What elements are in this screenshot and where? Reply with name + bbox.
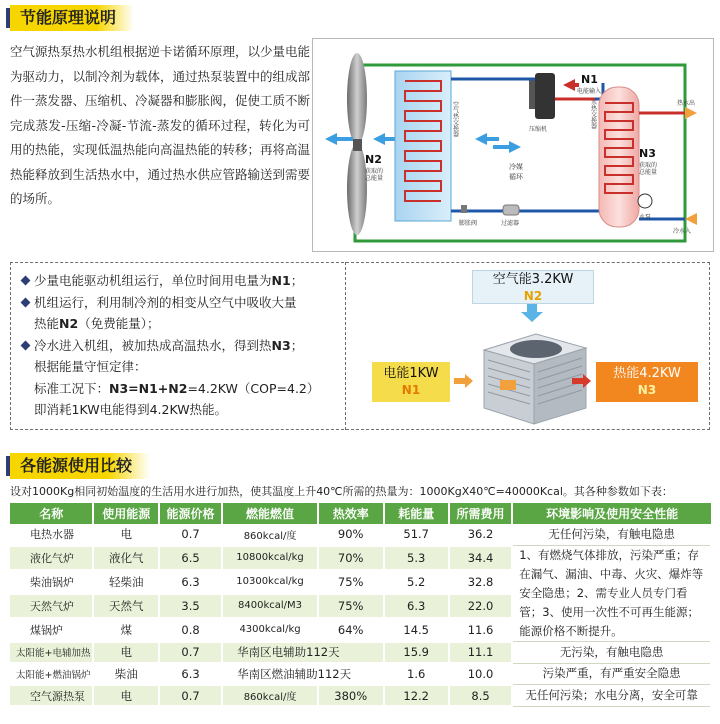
col-header: 能源价格 — [159, 503, 222, 524]
col-header: 所需费用 — [449, 503, 512, 524]
bullet-icon — [21, 276, 31, 286]
table-row: 天然气炉 天然气 3.5 8400kcal/M3 75% 6.3 22.0 — [10, 594, 711, 618]
filter-icon — [503, 205, 519, 215]
point-3: 冷水进入机组，被加热成高温热水，得到热N3； — [22, 335, 342, 357]
fan-icon — [347, 53, 367, 235]
air-hx-label: 空气热交换器 — [451, 101, 459, 137]
refrigerant-label1: 冷媒 — [509, 163, 523, 171]
col-header: 名称 — [10, 503, 93, 524]
col-header: 使用能源 — [93, 503, 158, 524]
section-header-principle — [0, 4, 330, 32]
env-note: 1、有燃烧气体排放，污染严重；存在漏气、漏油、中毒、火灾、爆炸等安全隐患；2、需专业人员专门看管；3、使用一次性不可再生能源；能源价格不断提升。 — [512, 546, 711, 642]
col-header: 环境影响及使用安全性能 — [512, 503, 711, 524]
pump-icon — [638, 194, 652, 208]
diagram-svg — [313, 39, 713, 251]
right-arrow-icon — [572, 374, 592, 388]
energy-comparison-table — [10, 503, 712, 707]
env-note: 无污染，有触电隐患 — [512, 642, 711, 664]
section-title: 节能原理说明 — [10, 5, 134, 31]
point-2-cont: 热能N2（免费能量）； — [34, 316, 160, 331]
col-header: 热效率 — [318, 503, 384, 524]
env-note: 污染严重，有严重安全隐患 — [512, 663, 711, 685]
hot-out-label: 热水出 — [677, 100, 696, 107]
col-header: 耗能量 — [384, 503, 449, 524]
box-divider — [345, 262, 346, 430]
table-intro: 设对1000Kg相同初始温度的生活用水进行加热，使其温度上升40℃所需的热量为：1000KgX40℃=40000Kcal。其各种参数如下表： — [10, 485, 673, 498]
cold-in-label: 冷水入 — [673, 228, 692, 235]
table-row: 液化气炉 液化气 6.5 10800kcal/kg 70% 5.3 34.4 1、有燃烧气体排放，污染严重；存在漏气、漏油、中毒、火灾、爆炸等安全隐患；2、需专业人员专门看管；3、使用一次性不可再生能源；能源价格不断提升。 — [10, 546, 711, 570]
right-arrow-icon — [454, 374, 474, 388]
bullet-icon — [21, 297, 31, 307]
water-hx-label: 水热交换器 — [589, 99, 597, 129]
section-header-comparison — [0, 452, 330, 480]
filter-label: 过滤器 — [501, 220, 520, 227]
electric-energy-box: 电能1KW N1 — [372, 362, 450, 402]
point-4: 根据能量守恒定律： — [34, 359, 147, 374]
heat-pump-diagram — [312, 38, 714, 252]
n1-desc: 电能输入 — [577, 88, 602, 95]
point-1: 少量电能驱动机组运行，单位时间用电量为N1； — [22, 270, 342, 292]
env-note: 无任何污染；水电分离，安全可靠 — [512, 685, 711, 707]
n2-label: N2 — [365, 153, 382, 166]
heat-energy-box: 热能4.2KW N3 — [596, 362, 698, 402]
table-row: 煤锅炉 煤 0.8 4300kcal/kg 64% 14.5 11.6 — [10, 618, 711, 642]
air-energy-box: 空气能3.2KW N2 — [472, 270, 594, 304]
pump-label: 水泵 — [639, 214, 652, 221]
col-header: 燃能燃值 — [222, 503, 318, 524]
intro-paragraph: 空气源热泵热水机组根据逆卡诺循环原理，以少量电能为驱动力，以制冷剂为载体，通过热泵装置中的组成部件一蒸发器、压缩机、冷凝器和膨胀阀，促使工质不断完成蒸发-压缩-冷凝-节流-蒸发的循环过程，转化为可用的热能，实现低温热能向高温热能的转移；再将高温热能释放到生活热水中，通过热水供应管路输送到需要的场所。 — [10, 44, 311, 206]
n3-desc2: 总能量 — [639, 169, 658, 176]
n1-label: N1 — [581, 73, 598, 86]
table-row: 太阳能+燃油锅炉 柴油 6.3 华南区燃油辅助112天 1.6 10.0 污染严重，有严重安全隐患 — [10, 663, 711, 685]
expansion-valve-icon — [461, 205, 467, 213]
table-row: 太阳能+电辅加热 电 0.7 华南区电辅助112天 15.9 11.1 无污染，有触电隐患 — [10, 642, 711, 664]
env-note: 无任何污染，有触电隐患 — [512, 524, 711, 546]
n2-desc2: 总能量 — [365, 175, 384, 182]
heat-pump-unit-image — [476, 320, 588, 426]
refrigerant-label2: 循环 — [509, 173, 523, 181]
n3-label: N3 — [639, 147, 656, 160]
table-header-row — [10, 503, 711, 524]
n3-desc1: 获取的 — [639, 162, 658, 169]
section-title: 各能源使用比较 — [10, 453, 150, 479]
point-6: 即消耗1KW电能得到4.2KW热能。 — [34, 402, 228, 417]
table-row: 柴油锅炉 轻柴油 6.3 10300kcal/kg 75% 5.2 32.8 — [10, 570, 711, 594]
point-2: 机组运行，利用制冷剂的相变从空气中吸收大量 — [22, 292, 342, 314]
n2-desc1: 获取的 — [365, 168, 384, 175]
principle-points — [22, 270, 342, 421]
table-row: 电热水器 电 0.7 860kcal/度 90% 51.7 36.2 无任何污染，有触电隐患 — [10, 524, 711, 546]
bullet-icon — [21, 340, 31, 350]
compressor-label: 压缩机 — [529, 126, 548, 133]
table-row: 空气源热泵 电 0.7 860kcal/度 380% 12.2 8.5 无任何污染；水电分离，安全可靠 — [10, 685, 711, 707]
expansion-label: 膨胀阀 — [459, 220, 478, 227]
point-5: 标准工况下：N3=N1+N2=4.2KW（COP=4.2） — [34, 380, 320, 396]
